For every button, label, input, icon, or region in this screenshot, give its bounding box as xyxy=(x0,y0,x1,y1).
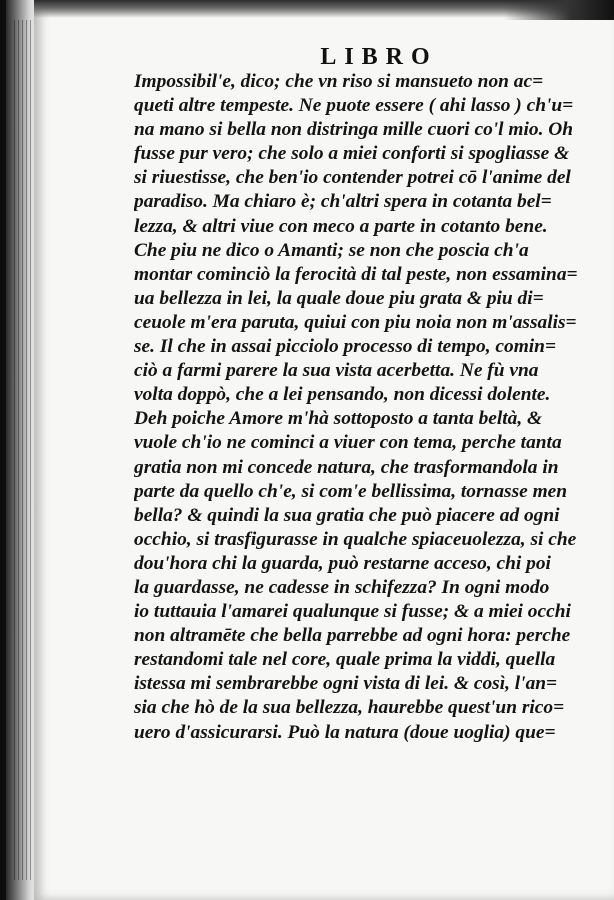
text-line: io tuttauia l'amarei qualunque si fusse; & a miei occhi xyxy=(134,601,571,623)
text-line: restandomi tale nel core, quale prima la viddi, quella xyxy=(134,649,556,671)
text-line: Deh poiche Amore m'hà sottoposto a tanta beltà, & xyxy=(134,408,543,430)
corner-shadow xyxy=(504,0,614,20)
text-line: sia che hò de la sua bellezza, haurebbe quest'un rico= xyxy=(134,697,565,719)
text-line: uero d'assicurarsi. Può la natura (doue uoglia) que= xyxy=(134,721,556,743)
text-line: queti altre tempeste. Ne puote essere ( ahi lasso ) ch'u= xyxy=(134,95,574,117)
text-line: Impossibil'e, dico; che vn riso si mansueto non ac= xyxy=(134,71,544,92)
text-line: ciò a farmi parere la sua vista acerbetta. Ne fù vna xyxy=(134,360,539,382)
text-line: dou'hora chi la guarda, può restarne acceso, chi poi xyxy=(134,552,551,574)
text-line: volta doppò, che a lei pensando, non dicessi dolente. xyxy=(134,384,551,406)
text-line: na mano si bella non distringa mille cuori co'l mio. Oh xyxy=(134,119,574,141)
text-line: gratia non mi concede natura, che trasformandola in xyxy=(134,456,559,478)
text-line: montar cominciò la ferocità di tal peste, non essamina= xyxy=(134,263,578,285)
text-line: fusse pur vero; che solo a miei conforti si spogliasse & xyxy=(134,143,570,165)
running-head: LIBRO xyxy=(320,44,438,70)
text-line: paradiso. Ma chiaro è; ch'altri spera in cotanta bel= xyxy=(134,191,552,213)
text-line: bella? & quindi la sua gratia che può piacere ad ogni xyxy=(134,504,560,526)
text-block xyxy=(134,70,614,745)
text-line: si riuestisse, che ben'io contender potrei cō l'anime del xyxy=(134,167,571,189)
text-line: parte da quello ch'e, si com'e bellissima, tornasse men xyxy=(134,480,568,502)
text-line: la guardasse, ne cadesse in schifezza? In ogni modo xyxy=(134,576,550,598)
text-line: lezza, & altri viue con meco a parte in cotanto bene. xyxy=(134,215,548,237)
text-line: non altramēte che bella parrebbe ad ogni hora: perche xyxy=(134,625,571,647)
page-edges xyxy=(14,20,36,880)
text-line: ua bellezza in lei, la quale doue piu grata & piu di= xyxy=(134,287,544,309)
text-line: Che piu ne dico o Amanti; se non che poscia ch'a xyxy=(134,239,529,261)
text-line: istessa mi sembrarebbe ogni vista di lei. & così, l'an= xyxy=(134,673,558,695)
text-line: vuole ch'io ne cominci a viuer con tema, perche tanta xyxy=(134,432,562,454)
text-line: occhio, si trasfigurasse in qualche spiaceuolezza, si che xyxy=(134,528,577,550)
text-line: se. Il che in assai picciolo processo di tempo, comin= xyxy=(134,336,557,358)
text-line: ceuole m'era paruta, quiui con piu noia non m'assalis= xyxy=(134,311,577,333)
book-page xyxy=(34,8,614,900)
